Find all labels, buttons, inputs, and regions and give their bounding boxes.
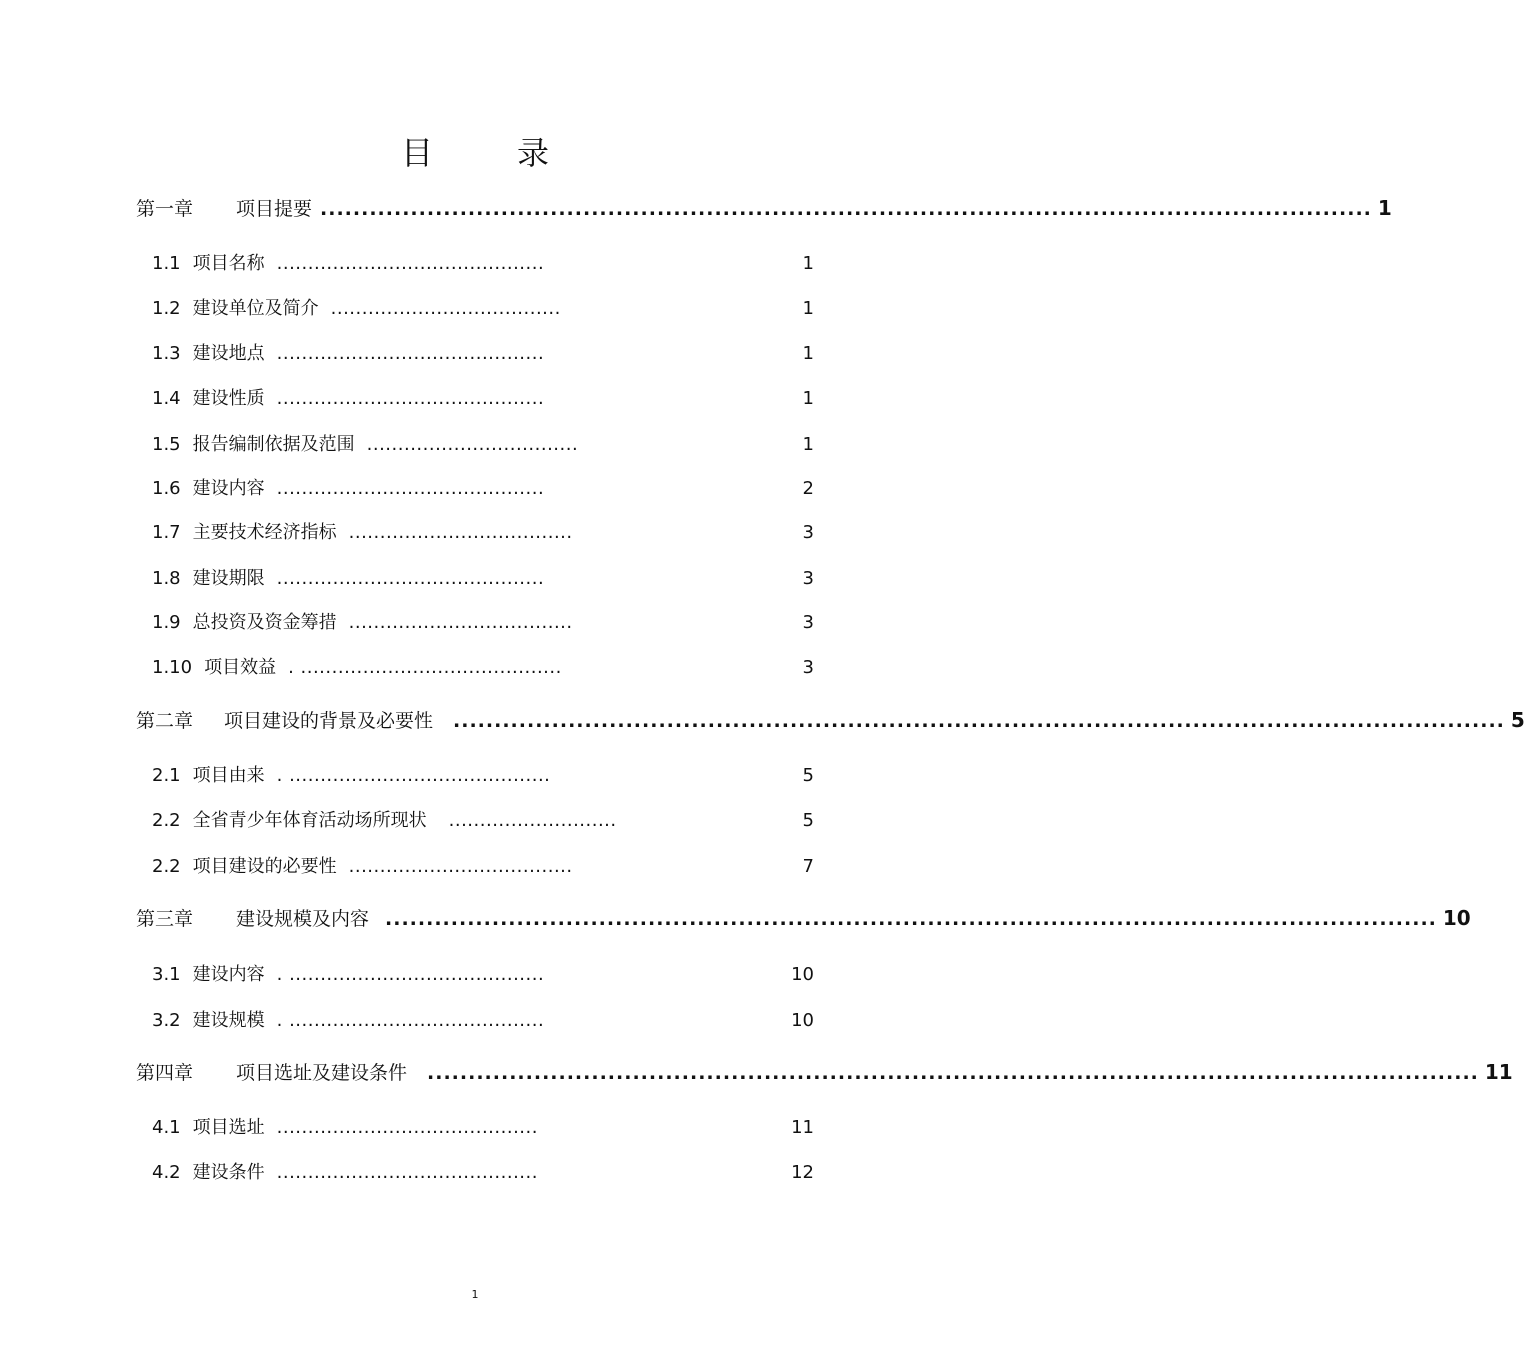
section-page: 3 (802, 612, 814, 633)
leader-dots: ................................................................................................................................ (385, 908, 1437, 930)
toc-section[interactable] (152, 430, 814, 456)
section-number: 4.2 (152, 1162, 181, 1183)
toc-section[interactable] (152, 608, 814, 634)
toc-chapter-2[interactable] (136, 706, 1525, 733)
toc-section[interactable] (152, 474, 814, 500)
section-label: 建设期限 (192, 568, 265, 589)
chapter-page: 5 (1510, 708, 1525, 732)
leader-dots: .................................... (348, 856, 573, 877)
section-page: 10 (791, 964, 814, 985)
page-number-footer: 1 (471, 1288, 479, 1301)
section-page: 1 (802, 434, 814, 455)
section-page: 1 (802, 388, 814, 409)
chapter-label: 项目建设的背景及必要性 (224, 710, 434, 732)
toc-section[interactable] (152, 339, 814, 365)
section-number: 1.2 (152, 298, 181, 319)
section-number: 3.2 (152, 1010, 181, 1031)
toc-section[interactable] (152, 249, 814, 275)
leader-dots: . ......................................... (276, 1010, 545, 1031)
section-number: 1.5 (152, 434, 181, 455)
section-page: 10 (791, 1010, 814, 1031)
toc-title-char: 录 (517, 134, 550, 172)
section-page: 3 (802, 522, 814, 543)
section-label: 建设性质 (192, 388, 265, 409)
section-number: 4.1 (152, 1117, 181, 1138)
section-label: 主要技术经济指标 (192, 522, 337, 543)
section-label: 项目名称 (192, 253, 265, 274)
leader-dots: .................................... (348, 522, 573, 543)
section-page: 3 (802, 568, 814, 589)
section-number: 3.1 (152, 964, 181, 985)
leader-dots: .......................................... (276, 1162, 538, 1183)
section-page: 3 (802, 657, 814, 678)
section-number: 2.2 (152, 856, 181, 877)
section-number: 1.8 (152, 568, 181, 589)
leader-dots: ........................................... (276, 253, 545, 274)
leader-dots: ........................................... (276, 343, 545, 364)
section-label: 总投资及资金筹措 (192, 612, 337, 633)
section-label: 项目选址 (192, 1117, 265, 1138)
chapter-label: 项目选址及建设条件 (236, 1062, 408, 1084)
section-page: 5 (802, 765, 814, 786)
chapter-number: 第四章 (136, 1062, 194, 1084)
section-page: 1 (802, 298, 814, 319)
leader-dots: .................................... (348, 612, 573, 633)
section-number: 2.1 (152, 765, 181, 786)
chapter-number: 第三章 (136, 908, 194, 930)
leader-dots: ..................................... (330, 298, 561, 319)
chapter-page: 11 (1484, 1060, 1513, 1084)
toc-section[interactable] (152, 564, 814, 590)
toc-chapter-4[interactable] (136, 1058, 1513, 1085)
section-number: 1.1 (152, 253, 181, 274)
toc-section[interactable] (152, 806, 814, 832)
toc-section[interactable] (152, 1006, 814, 1032)
section-label: 报告编制依据及范围 (192, 434, 355, 455)
section-page: 7 (802, 856, 814, 877)
leader-dots: ........................................... (276, 568, 545, 589)
section-label: 建设内容 (192, 964, 265, 985)
section-number: 1.7 (152, 522, 181, 543)
section-page: 2 (802, 478, 814, 499)
toc-section[interactable] (152, 960, 814, 986)
section-number: 1.10 (152, 657, 193, 678)
toc-section[interactable] (152, 294, 814, 320)
leader-dots: . ......................................... (276, 964, 545, 985)
chapter-label: 建设规模及内容 (236, 908, 370, 930)
leader-dots: . .......................................... (288, 657, 562, 678)
leader-dots: ................................................................................................................................ (427, 1062, 1479, 1084)
toc-section[interactable] (152, 1158, 814, 1184)
section-label: 项目效益 (204, 657, 277, 678)
toc-section[interactable] (152, 761, 814, 787)
toc-chapter-1[interactable] (136, 194, 1392, 221)
toc-title-char: 目 (400, 134, 433, 172)
leader-dots: ........................... (448, 810, 617, 831)
section-label: 建设地点 (192, 343, 265, 364)
section-page: 1 (802, 253, 814, 274)
section-label: 建设单位及简介 (192, 298, 319, 319)
chapter-page: 1 (1377, 196, 1392, 220)
leader-dots: ........................................... (276, 478, 545, 499)
toc-section[interactable] (152, 653, 814, 679)
toc-chapter-3[interactable] (136, 904, 1471, 931)
toc-section[interactable] (152, 852, 814, 878)
section-label: 建设内容 (192, 478, 265, 499)
toc-section[interactable] (152, 1113, 814, 1139)
section-number: 2.2 (152, 810, 181, 831)
leader-dots: .......................................... (276, 1117, 538, 1138)
toc-section[interactable] (152, 384, 814, 410)
section-number: 1.4 (152, 388, 181, 409)
section-page: 11 (791, 1117, 814, 1138)
section-page: 5 (802, 810, 814, 831)
section-label: 建设条件 (192, 1162, 265, 1183)
chapter-page: 10 (1442, 906, 1471, 930)
chapter-number: 第二章 (136, 710, 194, 732)
section-page: 12 (791, 1162, 814, 1183)
section-label: 项目建设的必要性 (192, 856, 337, 877)
leader-dots: . .......................................... (276, 765, 551, 786)
section-number: 1.6 (152, 478, 181, 499)
section-number: 1.9 (152, 612, 181, 633)
leader-dots: ........................................... (276, 388, 545, 409)
section-label: 项目由来 (192, 765, 265, 786)
section-number: 1.3 (152, 343, 181, 364)
toc-title (0, 128, 950, 174)
section-page: 1 (802, 343, 814, 364)
toc-section[interactable] (152, 518, 814, 544)
leader-dots: ................................................................................................................................ (320, 198, 1372, 220)
section-label: 全省青少年体育活动场所现状 (192, 810, 427, 831)
leader-dots: ................................................................................................................................ (453, 710, 1505, 732)
section-label: 建设规模 (192, 1010, 265, 1031)
leader-dots: .................................. (366, 434, 579, 455)
chapter-label: 项目提要 (236, 198, 313, 220)
chapter-number: 第一章 (136, 198, 194, 220)
